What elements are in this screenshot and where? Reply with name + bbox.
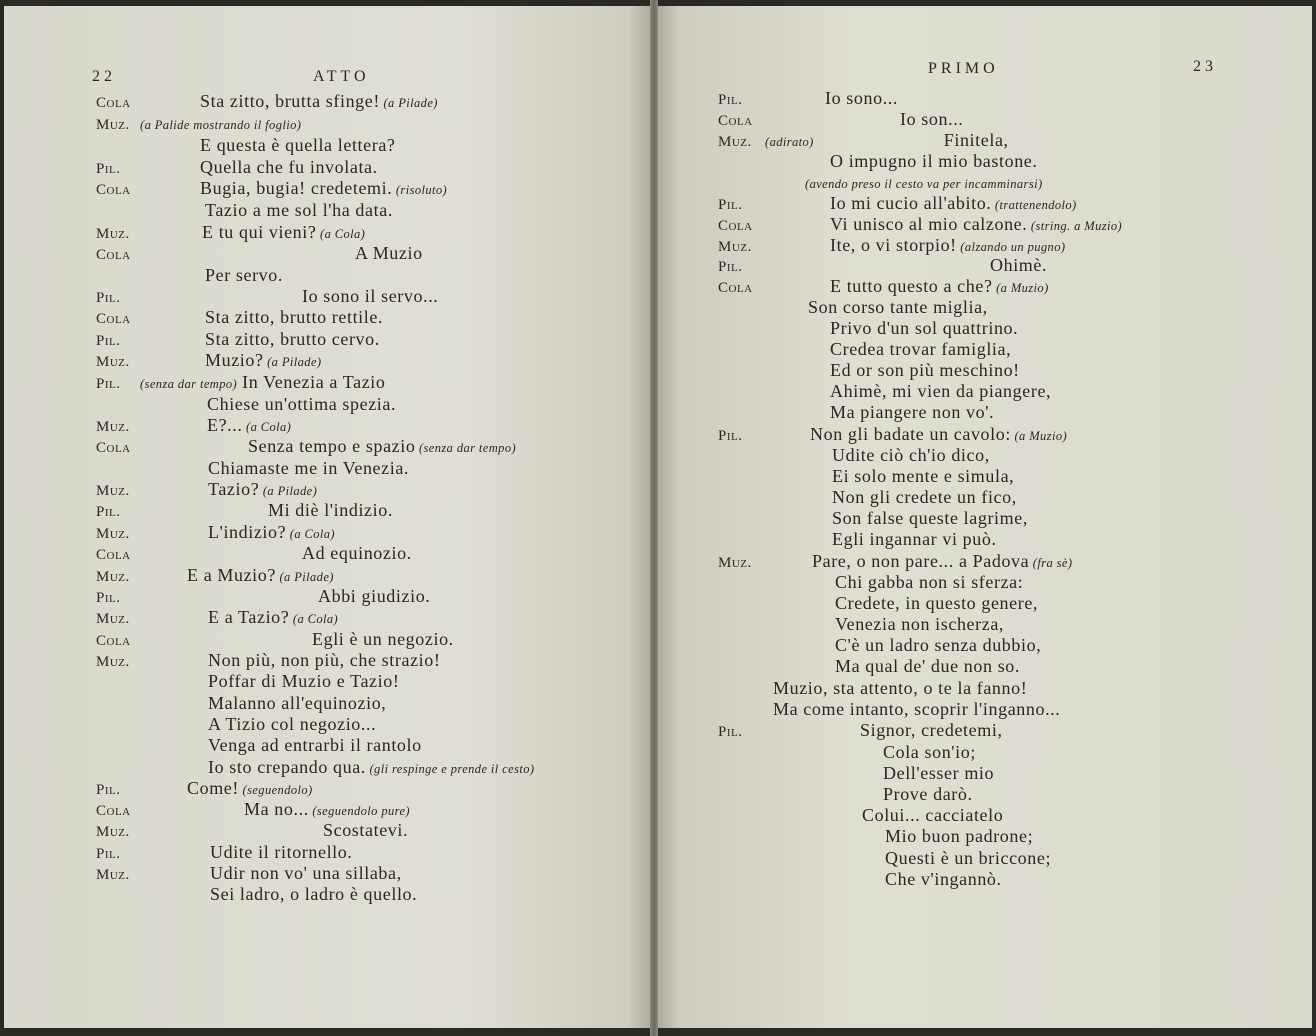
stage-direction: (alzando un pugno) <box>956 240 1066 254</box>
verse-text: Scostatevi. <box>323 820 409 840</box>
verse-line <box>248 436 516 458</box>
verse-line <box>208 607 338 629</box>
verse-line <box>210 884 417 904</box>
verse-text: Muzio, sta attento, o te la fanno! <box>773 678 1028 698</box>
verse-text: Non più, non più, che strazio! <box>208 650 441 670</box>
verse-line <box>210 863 402 883</box>
verse-line <box>832 529 997 549</box>
stage-direction: (risoluto) <box>392 183 448 197</box>
speaker-label: Cola <box>718 280 753 296</box>
verse-line <box>835 614 1004 634</box>
verse-text: Che v'ingannò. <box>885 869 1002 889</box>
verse-line <box>830 276 1049 298</box>
speaker-label: Cola <box>96 311 131 327</box>
stage-direction: (a Palide mostrando il foglio) <box>140 118 302 132</box>
verse-text: Venga ad entrarbi il rantolo <box>208 735 422 755</box>
verse-text: Credea trovar famiglia, <box>830 339 1012 359</box>
speaker-label: Muz. <box>718 239 752 255</box>
verse-text: Ohimè. <box>990 255 1048 275</box>
verse-text: Sta zitto, brutto rettile. <box>205 307 384 327</box>
verse-text: Dell'esser mio <box>883 763 995 783</box>
verse-line <box>207 394 396 414</box>
speaker-label: Pil. <box>96 290 121 306</box>
verse-line <box>830 402 994 422</box>
verse-line <box>835 635 1041 655</box>
verse-line <box>210 842 352 862</box>
speaker-label: Muz. <box>96 569 130 585</box>
speaker-label: Pil. <box>718 428 743 444</box>
verse-text: Come! <box>187 778 239 798</box>
verse-text: Io sto crepando qua. <box>208 757 366 777</box>
verse-text: Vi unisco al mio calzone. <box>830 214 1028 234</box>
stage-direction: (a Muzio) <box>1010 429 1068 443</box>
verse-text: Io sono... <box>825 88 898 108</box>
verse-line <box>302 543 412 563</box>
speaker-label: Cola <box>96 247 131 263</box>
stage-direction: (string. a Muzio) <box>1027 219 1123 233</box>
verse-text: C'è un ladro senza dubbio, <box>835 635 1042 655</box>
verse-text: Malanno all'equinozio, <box>208 693 387 713</box>
verse-text: Udir non vo' una sillaba, <box>210 863 402 883</box>
speaker-label: Muz. <box>96 419 130 435</box>
speaker-label: Cola <box>96 547 131 563</box>
stage-direction: (seguendolo pure) <box>308 804 410 818</box>
verse-line <box>200 135 396 155</box>
verse-text: Quella che fu involata. <box>200 157 378 177</box>
stage-direction: (a Pilade) <box>379 96 438 110</box>
verse-text: Tazio? <box>208 479 260 499</box>
verse-text: Venezia non ischerza, <box>835 614 1005 634</box>
speaker-label: Pil. <box>96 504 121 520</box>
verse-line <box>187 778 313 800</box>
verse-text: Pare, o non pare... a Padova <box>812 551 1030 571</box>
verse-text: Ei solo mente e simula, <box>832 466 1015 486</box>
verse-text: E questa è quella lettera? <box>200 135 396 155</box>
speaker-label: Muz. <box>96 867 130 883</box>
speaker-label: Cola <box>96 95 131 111</box>
left-page-number: 22 <box>92 68 116 85</box>
stage-direction: (a Pilade) <box>259 484 318 498</box>
verse-text: Sta zitto, brutta sfinge! <box>200 91 380 111</box>
speaker-label: Muz. <box>96 117 130 133</box>
verse-line <box>205 307 383 327</box>
speaker-label: Muz. <box>96 611 130 627</box>
verse-text: Tazio a me sol l'ha data. <box>205 200 393 220</box>
verse-text: Chi gabba non si sferza: <box>835 572 1024 592</box>
stage-direction: (adirato) <box>765 135 814 149</box>
verse-text: Ad equinozio. <box>302 543 412 563</box>
stage-direction: (fra sè) <box>1029 556 1073 570</box>
verse-text: Questi è un briccone; <box>885 848 1052 868</box>
verse-text: Udite il ritornello. <box>210 842 353 862</box>
right-page-number: 23 <box>1193 58 1217 75</box>
verse-text: Mi diè l'indizio. <box>268 500 393 520</box>
verse-text: Son corso tante miglia, <box>808 297 988 317</box>
stage-direction: (a Cola) <box>316 227 366 241</box>
speaker-label: Pil. <box>718 92 743 108</box>
verse-line <box>810 424 1067 446</box>
speaker-label: Pil. <box>96 782 121 798</box>
verse-line <box>830 339 1011 359</box>
verse-text: Chiese un'ottima spezia. <box>207 394 397 414</box>
verse-line <box>312 629 454 649</box>
verse-line <box>835 656 1020 676</box>
speaker-label: Muz. <box>96 226 130 242</box>
speaker-label: Muz. <box>96 824 130 840</box>
verse-text: Son false queste lagrime, <box>832 508 1028 528</box>
verse-line <box>244 799 410 821</box>
speaker-label: Muz. <box>718 555 752 571</box>
verse-line <box>765 130 1009 152</box>
verse-text: Ma qual de' due non so. <box>835 656 1021 676</box>
verse-text: A Tizio col negozio... <box>208 714 377 734</box>
verse-line <box>140 113 301 135</box>
speaker-label: Pil. <box>718 724 743 740</box>
speaker-label: Pil. <box>96 846 121 862</box>
verse-text: E?... <box>207 415 243 435</box>
verse-line <box>830 214 1122 236</box>
verse-text: Io sono il servo... <box>302 286 439 306</box>
verse-line <box>835 572 1023 592</box>
stage-direction: (a Muzio) <box>992 281 1049 295</box>
verse-text: Egli ingannar vi può. <box>832 529 997 549</box>
verse-text: Muzio? <box>205 350 264 370</box>
speaker-label: Muz. <box>96 526 130 542</box>
speaker-label: Pil. <box>718 259 743 275</box>
verse-text: Ed or son più meschino! <box>830 360 1020 380</box>
speaker-label: Pil. <box>96 376 121 392</box>
verse-line <box>205 200 393 220</box>
stage-direction: (trattenendolo) <box>991 198 1077 212</box>
verse-text: Per servo. <box>205 265 283 285</box>
verse-line <box>208 650 440 670</box>
verse-text: Abbi giudizio. <box>318 586 431 606</box>
verse-text: Signor, credetemi, <box>860 720 1003 740</box>
verse-line <box>883 763 994 783</box>
speaker-label: Cola <box>96 440 131 456</box>
verse-text: Non gli badate un cavolo: <box>810 424 1011 444</box>
verse-text: Chiamaste me in Venezia. <box>208 458 410 478</box>
stage-direction: (avendo preso il cesto va per incamminarsi) <box>805 177 1043 191</box>
verse-text: Ma come intanto, scoprir l'inganno... <box>773 699 1061 719</box>
verse-text: Io son... <box>900 109 964 129</box>
verse-line <box>205 329 380 349</box>
verse-line <box>208 522 335 544</box>
verse-line <box>830 193 1077 215</box>
verse-line <box>830 151 1038 171</box>
verse-line <box>355 243 423 263</box>
verse-line <box>208 671 399 691</box>
verse-line <box>208 693 386 713</box>
verse-line <box>830 360 1020 380</box>
speaker-label: Pil. <box>718 197 743 213</box>
verse-line <box>830 235 1065 257</box>
stage-direction: (a Cola) <box>286 527 335 541</box>
verse-text: Ite, o vi storpio! <box>830 235 957 255</box>
verse-line <box>200 178 447 200</box>
verse-text: E tutto questo a che? <box>830 276 993 296</box>
verse-line <box>318 586 430 606</box>
verse-text: Non gli credete un fico, <box>832 487 1017 507</box>
verse-text: Privo d'un sol quattrino. <box>830 318 1019 338</box>
right-running-head: PRIMO <box>928 60 999 77</box>
stage-direction: (senza dar tempo) <box>415 441 517 455</box>
verse-line <box>205 350 321 372</box>
verse-text: Poffar di Muzio e Tazio! <box>208 671 400 691</box>
speaker-label: Cola <box>96 633 131 649</box>
stage-direction: (seguendolo) <box>239 783 313 797</box>
speaker-label: Muz. <box>96 483 130 499</box>
verse-line <box>830 318 1018 338</box>
verse-text: Sta zitto, brutto cervo. <box>205 329 380 349</box>
stage-direction: (a Pilade) <box>275 570 334 584</box>
verse-text: Senza tempo e spazio <box>248 436 416 456</box>
verse-text: Colui... cacciatelo <box>862 805 1004 825</box>
verse-line <box>268 500 393 520</box>
speaker-label: Muz. <box>96 354 130 370</box>
verse-line <box>200 157 378 177</box>
verse-line <box>825 88 898 108</box>
verse-text: Credete, in questo genere, <box>835 593 1039 613</box>
verse-text: Mio buon padrone; <box>885 826 1034 846</box>
speaker-label: Cola <box>96 803 131 819</box>
verse-text: Cola son'io; <box>883 742 976 762</box>
verse-line <box>835 593 1038 613</box>
left-running-head: ATTO <box>313 68 370 85</box>
verse-text: Egli è un negozio. <box>312 629 454 649</box>
speaker-label: Pil. <box>96 333 121 349</box>
speaker-label: Muz. <box>96 654 130 670</box>
verse-line <box>832 487 1017 507</box>
verse-line <box>140 372 386 394</box>
verse-line <box>832 466 1014 486</box>
verse-line <box>832 445 990 465</box>
verse-line <box>773 678 1027 698</box>
verse-text: In Venezia a Tazio <box>237 372 386 392</box>
verse-line <box>862 805 1003 825</box>
verse-text: Sei ladro, o ladro è quello. <box>210 884 418 904</box>
speaker-label: Cola <box>96 182 131 198</box>
verse-text: O impugno il mio bastone. <box>830 151 1038 171</box>
verse-text: A Muzio <box>355 243 423 263</box>
stage-direction: (gli respinge e prende il cesto) <box>365 762 535 776</box>
verse-line <box>885 848 1051 868</box>
verse-text: Io mi cucio all'abito. <box>830 193 992 213</box>
verse-line <box>990 255 1047 275</box>
verse-text: E a Tazio? <box>208 607 290 627</box>
book-gutter <box>650 0 658 1036</box>
verse-line <box>302 286 438 306</box>
verse-line <box>208 479 317 501</box>
verse-line <box>900 109 963 129</box>
verse-line <box>200 91 438 113</box>
verse-line <box>860 720 1003 740</box>
verse-text: E a Muzio? <box>187 565 276 585</box>
verse-text: Prove darò. <box>883 784 973 804</box>
verse-line <box>205 265 283 285</box>
verse-line <box>885 869 1002 889</box>
speaker-label: Cola <box>718 113 753 129</box>
verse-line <box>208 757 534 779</box>
verse-text: Finitela, <box>943 130 1009 150</box>
speaker-label: Pil. <box>96 590 121 606</box>
verse-line <box>805 172 1043 194</box>
verse-line <box>207 415 291 437</box>
verse-text: L'indizio? <box>208 522 287 542</box>
verse-line <box>208 714 376 734</box>
verse-line <box>208 735 422 755</box>
verse-text: Bugia, bugia! credetemi. <box>200 178 393 198</box>
verse-text: Ma no... <box>244 799 309 819</box>
verse-line <box>323 820 408 840</box>
verse-line <box>883 742 976 762</box>
verse-text: E tu qui vieni? <box>202 222 317 242</box>
stage-direction: (a Pilade) <box>263 355 322 369</box>
stage-direction: (a Cola) <box>242 420 292 434</box>
verse-line <box>832 508 1028 528</box>
stage-direction: (senza dar tempo) <box>140 377 238 391</box>
verse-line <box>812 551 1072 573</box>
verse-line <box>830 381 1051 401</box>
verse-text: Ma piangere non vo'. <box>830 402 995 422</box>
speaker-label: Pil. <box>96 161 121 177</box>
verse-line <box>808 297 988 317</box>
verse-line <box>885 826 1033 846</box>
verse-text: Ahimè, mi vien da piangere, <box>830 381 1052 401</box>
stage-direction: (a Cola) <box>289 612 339 626</box>
verse-line <box>883 784 973 804</box>
verse-line <box>208 458 409 478</box>
verse-line <box>202 222 365 244</box>
verse-text: Udite ciò ch'io dico, <box>832 445 990 465</box>
verse-line <box>773 699 1060 719</box>
speaker-label: Cola <box>718 218 753 234</box>
speaker-label: Muz. <box>718 134 752 150</box>
verse-line <box>187 565 334 587</box>
